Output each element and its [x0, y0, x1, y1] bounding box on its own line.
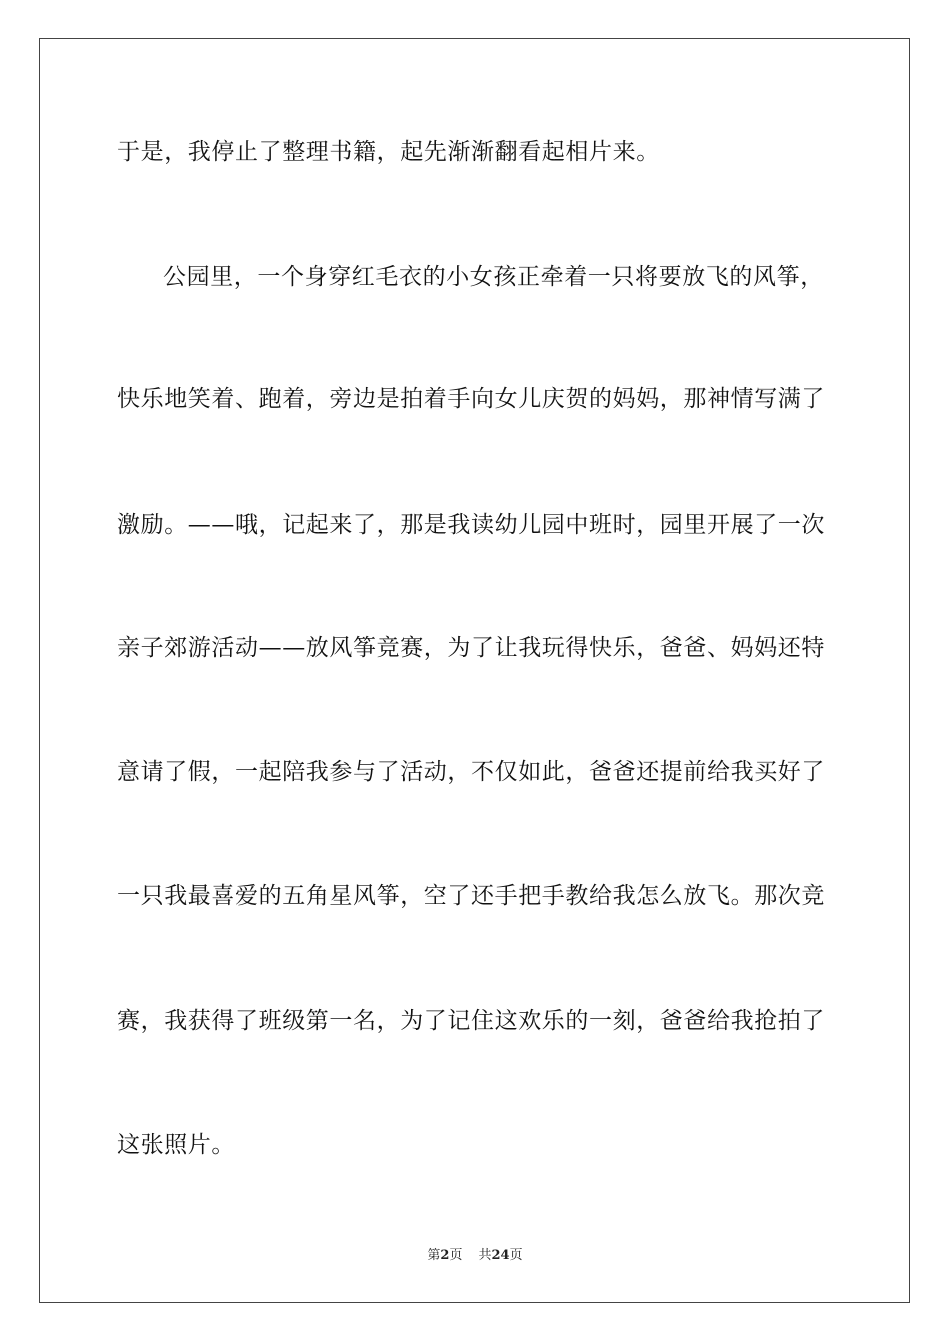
body-text-line-8: 赛，我获得了班级第一名，为了记住这欢乐的一刻，爸爸给我抢拍了 [117, 1008, 825, 1034]
footer-page-suffix: 页 [449, 1248, 463, 1263]
body-text-line-2: 公园里，一个身穿红毛衣的小女孩正牵着一只将要放飞的风筝， [163, 264, 824, 290]
body-text-line-1: 于是，我停止了整理书籍，起先渐渐翻看起相片来。 [117, 139, 660, 165]
body-text-line-6: 意请了假，一起陪我参与了活动，不仅如此，爸爸还提前给我买好了 [117, 759, 825, 785]
body-text-line-5: 亲子郊游活动——放风筝竞赛，为了让我玩得快乐，爸爸、妈妈还特 [117, 635, 825, 661]
footer-total-pages: 24 [491, 1248, 510, 1263]
footer-page-prefix: 第 [427, 1248, 441, 1263]
body-text-line-4: 激励。——哦，记起来了，那是我读幼儿园中班时，园里开展了一次 [117, 512, 825, 538]
page-footer [0, 1248, 950, 1264]
footer-page-number: 2 [440, 1248, 450, 1263]
body-text-line-9: 这张照片。 [117, 1132, 235, 1158]
body-text-line-7: 一只我最喜爱的五角星风筝，空了还手把手教给我怎么放飞。那次竞 [117, 883, 825, 909]
body-text-line-3: 快乐地笑着、跑着，旁边是拍着手向女儿庆贺的妈妈，那神情写满了 [117, 386, 825, 412]
page-border [39, 38, 910, 1303]
footer-total-prefix: 共 [478, 1248, 492, 1263]
footer-total-suffix: 页 [509, 1248, 523, 1263]
